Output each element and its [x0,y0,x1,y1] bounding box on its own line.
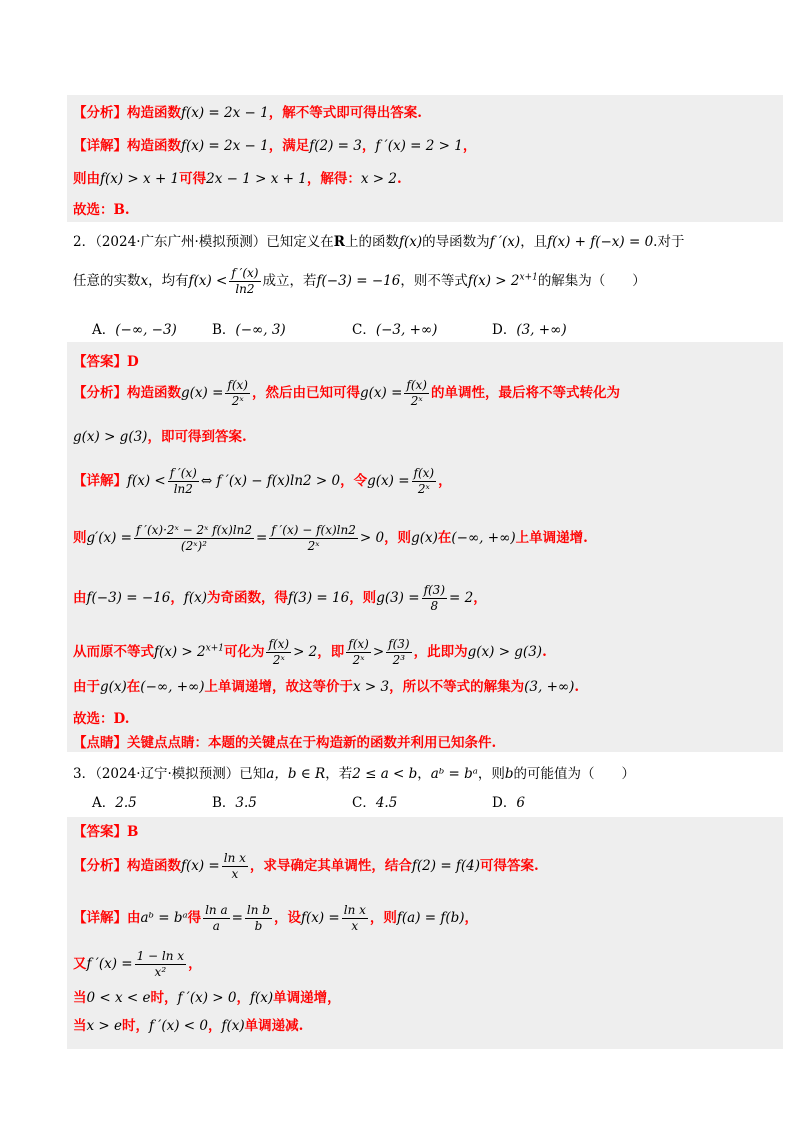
q2-analysis: 【分析】构造函数g(x) = $\frac{f(x)}{\text{2ˣ}}$ ，然后由已知可得g(x) = $\frac{f(x)}{\text{2ˣ}}$ 的单调性，最后将不等式转化为 [73,378,620,408]
q3-option-d: D．6 [492,795,525,811]
q2-choice: 故选：D. [73,711,130,727]
q2-option-a: A．(−∞, −3) [92,322,177,338]
q1-choice: 故选：B. [73,202,130,218]
q2-option-c: C．(−3, +∞) [352,322,438,338]
q2-answer: 【答案】D [73,354,139,370]
q3-derivative: 又f ′(x) = $\frac{\text{1 − ln x}}{\text{x²}}$ ， [73,949,202,979]
q3-increasing: 当0 < x < e时，f ′(x) > 0，f(x)单调递增， [73,990,341,1006]
q3-option-c: C．4.5 [352,795,398,811]
q3-analysis: 【分析】构造函数f(x) = $\frac{\text{ln x}}{x}$ ，求导确定其单调性，结合f(2) = f(4)可得答案. [73,851,539,881]
q2-detail: 【详解】f(x) < $\frac{f '(x)}{\ln 2}$ ⇔ f ′(x) − f(x)ln2 > 0，令g(x) = $\frac{f(x)}{\text{2ˣ}}$ ， [73,466,452,496]
q2-option-d: D．(3, +∞) [492,322,567,338]
q2-stem-fraction: $\frac{f '(x)}{\ln 2}$ [231,266,259,296]
q2-conclusion: 由于g(x)在(−∞, +∞)上单调递增，故这等价于x > 3，所以不等式的解集为(3, +∞). [73,679,580,695]
q1-derivation: 则由f(x) > x + 1可得2x − 1 > x + 1，解得：x > 2. [73,171,402,187]
q3-decreasing: 当x > e时，f ′(x) < 0，f(x)单调递减. [73,1018,304,1034]
q3-detail: 【详解】由aᵇ = bᵃ得 $\frac{\text{ln a}}{a}$ = $\frac{\text{ln b}}{b}$ ，设f(x) = $\frac{\text{ln x}}{x}$ ，则f(a) = f(b)， [73,903,479,933]
q1-detail: 【详解】构造函数f(x) = 2x − 1，满足f(2) = 3，f ′(x) = 2 > 1， [73,138,477,154]
q2-option-b: B．(−∞, 3) [212,322,286,338]
q2-analysis-line2: g(x) > g(3)，即可得到答案. [73,429,247,445]
q1-analysis: 【分析】构造函数f(x) = 2x − 1，解不等式即可得出答案. [73,105,422,121]
q3-option-a: A．2.5 [92,795,137,811]
q2-tip: 【点睛】关键点点睛：本题的关键点在于构造新的函数并利用已知条件. [73,735,497,751]
q2-derivative: 则g′(x) = $\frac{\text{f ′(x)·2ˣ − 2ˣ f(x)ln2}}{\text{(2ˣ)²}}$ = $\frac{f '(x) - f(x)\ln 2}{\text{2ˣ}}$ > 0，则g(x)在(−∞, +∞)上单调递增. [73,523,588,553]
q2-stem-line2: 任意的实数x，均有f(x) < $\frac{f '(x)}{\ln 2}$ 成立，若f(−3) = −16，则不等式$f(x) > 2^{x+1}$的解集为（ ） [73,266,646,296]
q2-transform: 从而原不等式$f(x) > 2^{x+1}$可化为 $\frac{f(x)}{\text{2ˣ}}$ > 2，即 $\frac{f(x)}{\text{2ˣ}}$ > $\frac{f(3)}{\text{2³}}$ ，此即为g(x) > g(3). [73,637,547,667]
q2-stem-line1: 2．（2024·广东广州·模拟预测）已知定义在R上的函数f(x)的导函数为f ′(x)，且f(x) + f(−x) = 0.对于 [73,234,685,250]
q3-answer: 【答案】B [73,824,139,840]
q3-stem: 3．（2024·辽宁·模拟预测）已知a，b ∈ R，若2 ≤ a < b，aᵇ = bᵃ，则b的可能值为（ ） [73,766,636,782]
q2-odd-step: 由f(−3) = −16，f(x)为奇函数，得f(3) = 16，则g(3) = $\frac{f(3)}{8}$ = 2， [73,583,487,613]
q3-option-b: B．3.5 [212,795,257,811]
